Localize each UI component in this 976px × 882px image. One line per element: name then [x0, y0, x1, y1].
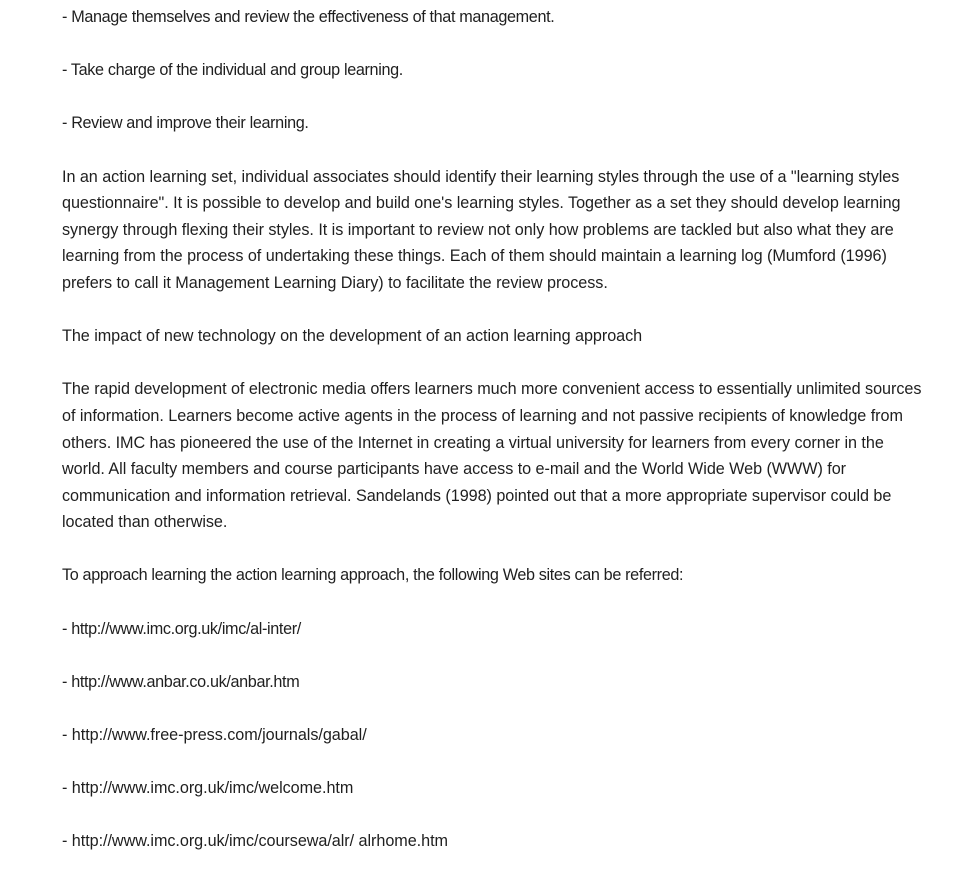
website-link-al-inter: - http://www.imc.org.uk/imc/al-inter/: [62, 619, 301, 638]
paragraph-technology: The rapid development of electronic media offers learners much more convenient access to essentially unlimited sources of information. Learners become active agents in the process of learning and not passive recipients of knowledge from others. IMC has pioneered the use of the Internet in creating a virtual university for learners from every corner in the world. All faculty members and course participants have access to e-mail and the World Wide Web (WWW) for communication and information retrieval. Sandelands (1998) pointed out that a more appropriate supervisor could be located than otherwise.: [62, 380, 922, 532]
website-link-free-press: - http://www.free-press.com/journals/gabal/: [62, 726, 367, 745]
website-link-imc-welcome: - http://www.imc.org.uk/imc/welcome.htm: [62, 779, 354, 798]
section-heading: The impact of new technology on the development of an action learning approach: [62, 327, 643, 346]
website-link-alrhome: - http://www.imc.org.uk/imc/coursewa/alr/ alrhome.htm: [62, 832, 448, 851]
website-link-anbar: - http://www.anbar.co.uk/anbar.htm: [62, 672, 300, 691]
paragraph-learning-styles: In an action learning set, individual associates should identify their learning styles through the use of a "learning styles questionnaire". It is possible to develop and build one's learning styles. Together as a set they should develop learning synergy through flexing their styles. It is important to review not only how problems are tackled but also what they are learning from the process of undertaking these things. Each of them should maintain a learning log (Mumford (1996) prefers to call it Management Learning Diary) to facilitate the review process.: [62, 167, 901, 292]
bullet-review-improve: - Review and improve their learning.: [62, 114, 309, 133]
bullet-take-charge: - Take charge of the individual and group learning.: [62, 61, 403, 80]
bullet-manage-themselves: - Manage themselves and review the effectiveness of that management.: [62, 8, 555, 26]
websites-intro: To approach learning the action learning approach, the following Web sites can be referred:: [62, 566, 684, 585]
document-body: [62, 4, 922, 882]
